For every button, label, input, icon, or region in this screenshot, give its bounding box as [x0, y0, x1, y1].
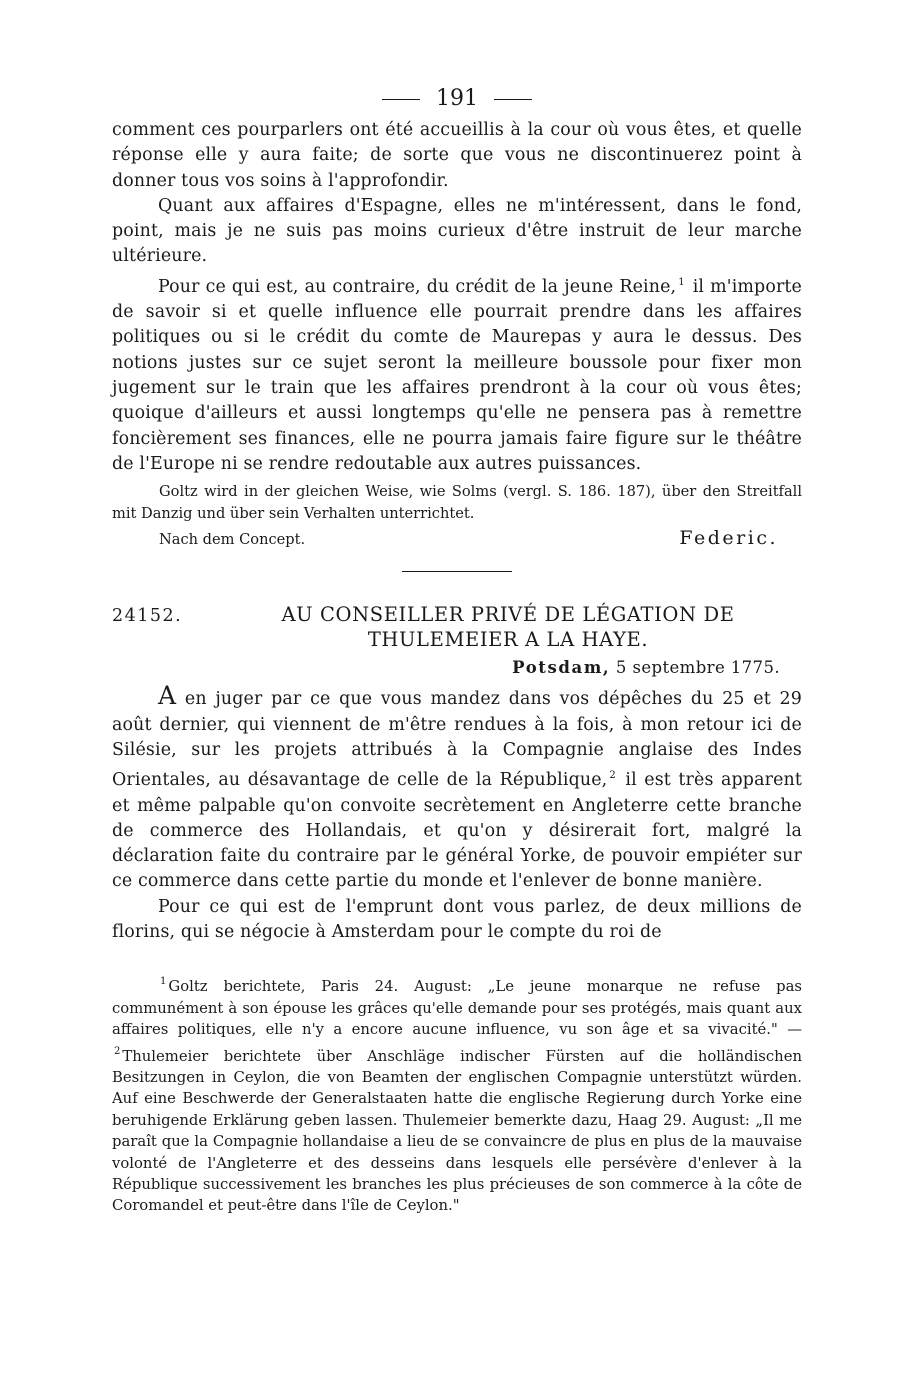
signature-row: [112, 527, 802, 549]
page-header: [112, 78, 802, 118]
dateline-place: Potsdam,: [512, 658, 611, 678]
section-separator: [402, 571, 512, 572]
footnotes-text: [112, 971, 802, 1216]
header-rule-left: [382, 99, 420, 100]
letter-heading: [112, 602, 802, 652]
footnote-2-marker: 2: [114, 1045, 121, 1057]
letter-paragraph-1-rest: il est très apparent et même palpable qu'on convoite secrètement en Angleterre cette branche de commerce des Hollandais, et qu'on y désirerait fort, malgré la déclaration faite du contraire par le général Yorke, de pouvoir empiéter sur ce commerce dans cette partie du monde et l'enlever de bonne manière.: [112, 770, 803, 892]
letter-paragraph-1: [112, 683, 802, 894]
editor-note: Goltz wird in der gleichen Weise, wie Solms (vergl. S. 186. 187), über den Streitfall mit Danzig und über sein Verhalten unterrichtet.: [112, 483, 802, 522]
spain-paragraph: Quant aux affaires d'Espagne, elles ne m'intéressent, dans le fond, point, mais je ne suis pas moins curieux d'être instruit de leur marche ultérieure.: [112, 195, 802, 267]
queen-paragraph: [112, 270, 802, 477]
footnote-marker-2: 2: [609, 770, 616, 782]
footnote-1-text: Goltz berichtete, Paris 24. August: „Le jeune monarque ne refuse pas communément à son épouse les grâces qu'elle demande pour ses protégés, mais quant aux affaires politiques, elle n'y a encore aucune influence, vu son âge et sa vivacité." —: [112, 978, 802, 1039]
continuation-paragraph: comment ces pourparlers ont été accueillis à la cour où vous êtes, et quelle réponse elle y aura faite; de sorte que vous ne discontinuerez point à donner tous vos soins à l'approfondir.: [112, 120, 802, 191]
queen-paragraph-start: Pour ce qui est, au contraire, du crédit de la jeune Reine,: [158, 276, 677, 297]
footnotes: [112, 971, 802, 1216]
dateline: [112, 658, 780, 677]
header-rule-right: [494, 99, 532, 100]
footnote-marker-1: 1: [678, 276, 685, 288]
queen-paragraph-rest: il m'importe de savoir si et quelle influence elle pourrait prendre dans les affaires politiques ou si le crédit du comte de Maurepas y aura le dessus. Des notions justes sur ce sujet seront la meilleure boussole pour fixer mon jugement sur le train que les affaires prendront à la cour où vous êtes; quoique d'ailleurs et aussi longtemps qu'elle ne pensera pas à remettre foncièrement ses finances, elle ne pourra jamais faire figure sur le théâtre de l'Europe ni se rendre redoutable aux autres puissances.: [112, 276, 803, 474]
signature: Federic.: [679, 527, 778, 550]
letter-paragraph-1-start: A en juger par ce que vous mandez dans vos dépêches du 25 et 29 août dernier, qui viennent de m'être rendues à la fois, à mon retour ici de Silésie, sur les projets attribués à la Compagnie anglaise des Indes Orientales, au désavantage de celle de la République,: [112, 681, 802, 791]
footnote-1-marker: 1: [160, 976, 167, 988]
letter-paragraph-2: Pour ce qui est de l'emprunt dont vous parlez, de deux millions de florins, qui se négocie à Amsterdam pour le compte du roi de: [112, 896, 802, 943]
dateline-date: 5 septembre 1775.: [615, 658, 780, 678]
letter-number: 24152.: [112, 606, 183, 627]
page-body: [112, 78, 802, 1217]
source-note: Nach dem Concept.: [159, 531, 306, 549]
page-number: 191: [436, 85, 478, 111]
letter-title: AU CONSEILLER PRIVÉ DE LÉGATION DE THULEMEIER A LA HAYE.: [281, 603, 735, 652]
footnote-2-text: Thulemeier berichtete über Anschläge indischer Fürsten auf die holländischen Besitzungen in Ceylon, die von Beamten der englischen Compagnie unterstützt würden. Auf eine Beschwerde der Generalstaaten hatte die englische Regierung durch Yorke eine beruhigende Erklärung geben lassen. Thulemeier bemerkte dazu, Haag 29. August: „Il me paraît que la Compagnie hollandaise a lieu de se convaincre de plus en plus de la mauvaise volonté de l'Angleterre et des desseins dans lesquels elle persévère d'enlever à la République successivement les branches les plus précieuses de son commerce à la côte de Coromandel et peut-être dans l'île de Ceylon.": [112, 1047, 802, 1215]
